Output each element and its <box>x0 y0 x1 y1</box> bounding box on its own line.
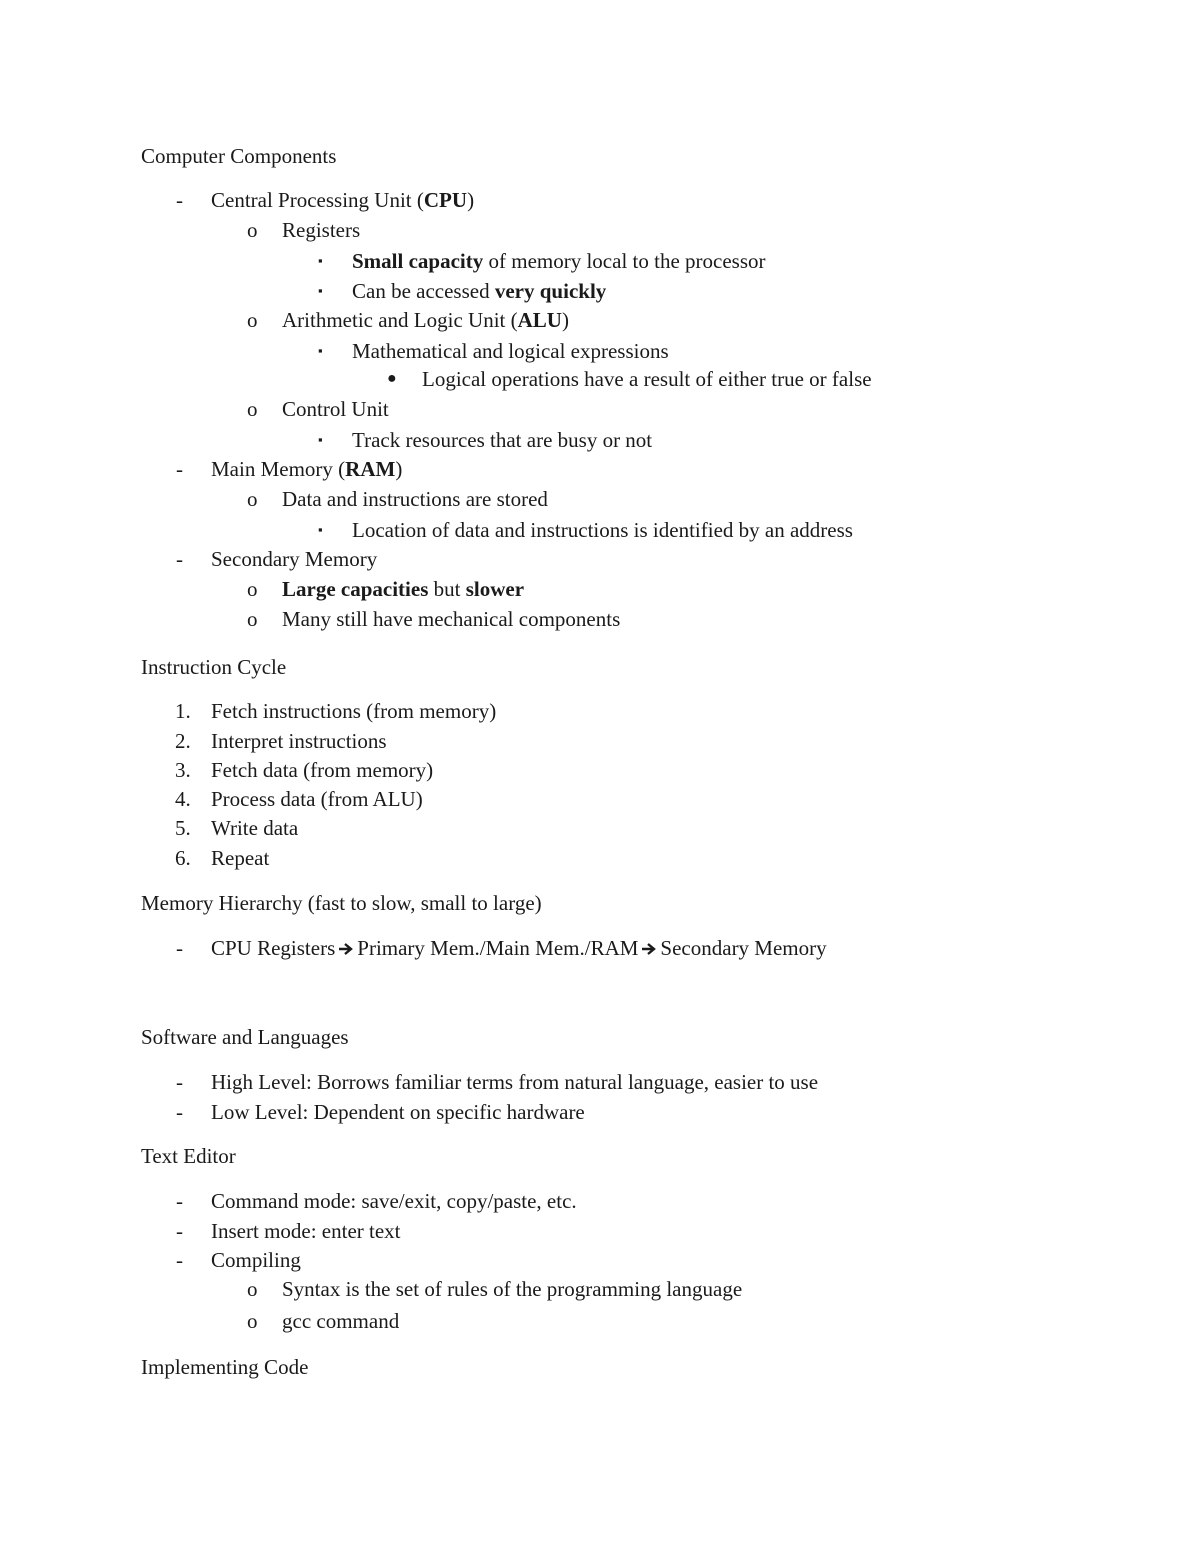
dash-bullet: - <box>176 188 183 212</box>
list-item-command-mode: Command mode: save/exit, copy/paste, etc. <box>211 1189 577 1213</box>
alu-abbr: ALU <box>517 308 562 332</box>
circle-bullet: o <box>247 577 258 601</box>
list-item-registers-speed <box>352 277 606 305</box>
step-text: Interpret instructions <box>211 729 387 753</box>
list-item-secondary-memory: Secondary Memory <box>211 547 378 571</box>
dash-bullet: - <box>176 1070 183 1094</box>
arrow-right-icon <box>338 942 354 956</box>
hierarchy-secondary-memory: Secondary Memory <box>660 936 827 960</box>
item-text: Can be accessed <box>352 279 495 303</box>
ram-abbr: RAM <box>345 457 396 481</box>
hierarchy-primary-memory: Primary Mem./Main Mem./RAM <box>357 936 639 960</box>
square-bullet: ▪ <box>318 283 323 298</box>
step-text: Repeat <box>211 846 270 870</box>
step-text: Fetch instructions (from memory) <box>211 699 497 723</box>
square-bullet: ▪ <box>318 522 323 537</box>
alu-close: ) <box>561 308 569 332</box>
heading-implementing-code: Implementing Code <box>141 1355 309 1379</box>
cpu-close: ) <box>467 188 475 212</box>
list-item-main-memory <box>211 455 402 483</box>
step-text: Process data (from ALU) <box>211 787 423 811</box>
hierarchy-cpu-registers: CPU Registers <box>211 936 336 960</box>
list-item-gcc: gcc command <box>282 1309 400 1333</box>
bold-text: slower <box>465 577 525 601</box>
list-item-syntax: Syntax is the set of rules of the programming language <box>282 1277 743 1301</box>
bold-text: very quickly <box>494 279 607 303</box>
dash-bullet: - <box>176 1100 183 1124</box>
step-number: 2. <box>175 729 191 753</box>
list-item-low-level: Low Level: Dependent on specific hardware <box>211 1100 585 1124</box>
list-item-registers-capacity <box>352 247 766 275</box>
list-item-hierarchy <box>211 934 827 962</box>
cpu-label: Central Processing Unit ( <box>211 188 424 212</box>
arrow-right-icon <box>641 942 657 956</box>
dash-bullet: - <box>176 1189 183 1213</box>
step-number: 6. <box>175 846 191 870</box>
list-item-insert-mode: Insert mode: enter text <box>211 1219 401 1243</box>
square-bullet: ▪ <box>318 432 323 447</box>
ram-label: Main Memory ( <box>211 457 346 481</box>
list-item-address: Location of data and instructions is identified by an address <box>352 518 853 542</box>
list-item-compiling: Compiling <box>211 1248 301 1272</box>
step-number: 5. <box>175 816 191 840</box>
step-number: 3. <box>175 758 191 782</box>
item-text: but <box>428 577 466 601</box>
cpu-abbr: CPU <box>423 188 468 212</box>
list-item-logical-operations: Logical operations have a result of either true or false <box>422 367 872 391</box>
circle-bullet: o <box>247 607 258 631</box>
circle-bullet: o <box>247 487 258 511</box>
ram-close: ) <box>395 457 403 481</box>
step-number: 4. <box>175 787 191 811</box>
dash-bullet: - <box>176 457 183 481</box>
heading-software-languages: Software and Languages <box>141 1025 349 1049</box>
circle-bullet: o <box>247 1277 258 1301</box>
heading-memory-hierarchy: Memory Hierarchy (fast to slow, small to large) <box>141 891 542 915</box>
list-item-large-capacities <box>282 575 524 603</box>
alu-label: Arithmetic and Logic Unit ( <box>282 308 518 332</box>
square-bullet: ▪ <box>318 343 323 358</box>
bold-text: Large capacities <box>282 577 429 601</box>
circle-bullet: o <box>247 397 258 421</box>
list-item-control-unit: Control Unit <box>282 397 389 421</box>
circle-bullet: o <box>247 1309 258 1333</box>
heading-computer-components: Computer Components <box>141 144 337 168</box>
square-bullet: ▪ <box>318 253 323 268</box>
step-text: Fetch data (from memory) <box>211 758 434 782</box>
list-item-registers: Registers <box>282 218 361 242</box>
dot-bullet: ● <box>387 370 397 387</box>
list-item-mechanical: Many still have mechanical components <box>282 607 621 631</box>
dash-bullet: - <box>176 936 183 960</box>
step-number: 1. <box>175 699 191 723</box>
list-item-track-resources: Track resources that are busy or not <box>352 428 653 452</box>
heading-instruction-cycle: Instruction Cycle <box>141 655 287 679</box>
item-text: of memory local to the processor <box>483 249 766 273</box>
list-item-alu-expressions: Mathematical and logical expressions <box>352 339 669 363</box>
list-item-high-level: High Level: Borrows familiar terms from natural language, easier to use <box>211 1070 819 1094</box>
circle-bullet: o <box>247 308 258 332</box>
list-item-data-stored: Data and instructions are stored <box>282 487 548 511</box>
step-text: Write data <box>211 816 299 840</box>
heading-text-editor: Text Editor <box>141 1144 236 1168</box>
list-item-alu <box>282 306 569 334</box>
dash-bullet: - <box>176 547 183 571</box>
bold-text: Small capacity <box>352 249 484 273</box>
dash-bullet: - <box>176 1248 183 1272</box>
dash-bullet: - <box>176 1219 183 1243</box>
list-item-cpu <box>211 186 474 214</box>
circle-bullet: o <box>247 218 258 242</box>
